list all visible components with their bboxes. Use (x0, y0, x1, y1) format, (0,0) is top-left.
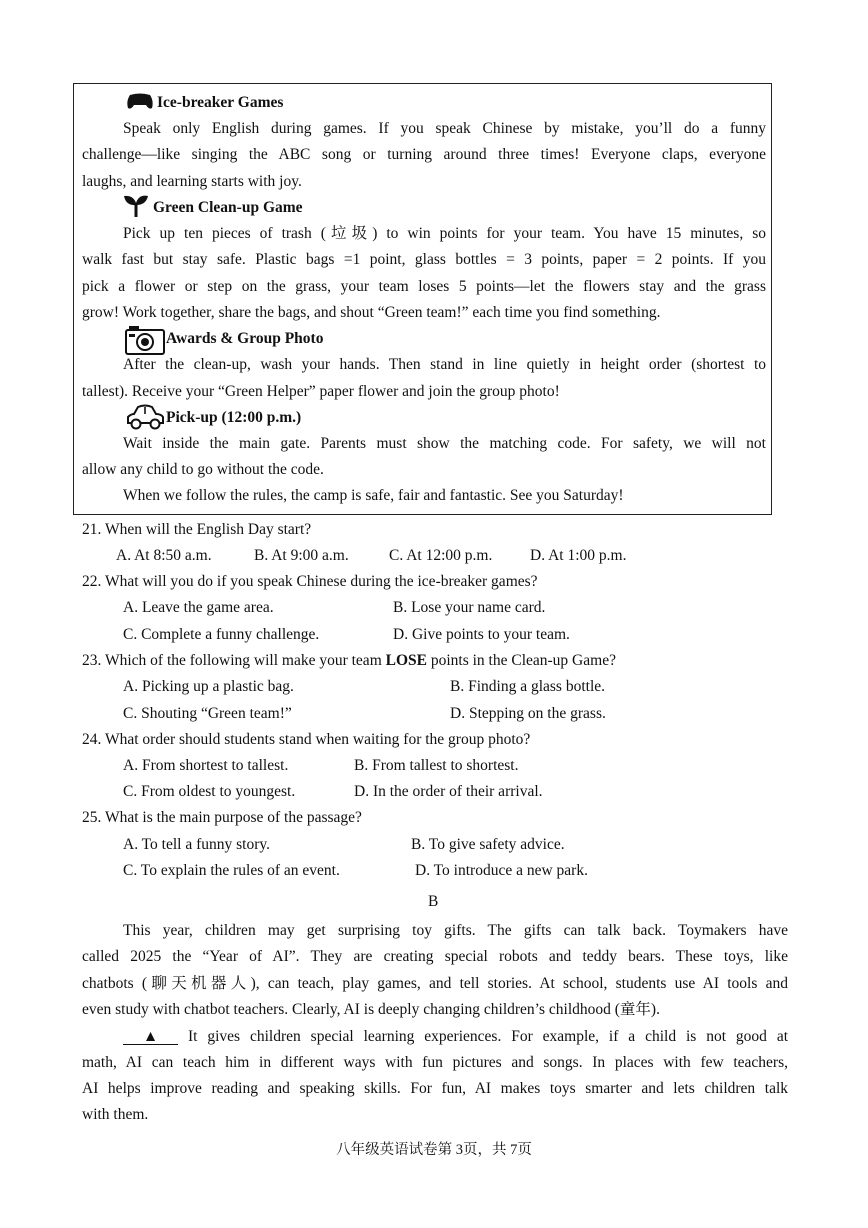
part-b-para1-line-3: chatbots (聊天机器人), can teach, play games, and tell stories. At school, students use AI tools and (82, 975, 788, 992)
awards-line-2: tallest). Receive your “Green Helper” paper flower and join the group photo! (82, 383, 560, 400)
part-b-para2-line-3: AI helps improve reading and speaking skills. For fun, AI makes toys smarter and lets children talk (82, 1080, 788, 1097)
part-b-para2-line-4: with them. (82, 1106, 149, 1123)
q25-option-c: C. To explain the rules of an event. (123, 862, 340, 879)
q23-stem-pre: 23. Which of the following will make your team (82, 652, 386, 669)
pickup-line-2: allow any child to go without the code. (82, 461, 324, 478)
part-b-para1-line-2: called 2025 the “Year of AI”. They are creating special robots and teddy bears. These toys, like (82, 948, 788, 965)
q25-option-a: A. To tell a funny story. (123, 836, 271, 853)
part-b-para2-line-2: math, AI can teach him in different ways with fun pictures and songs. In places with few teachers, (82, 1054, 788, 1071)
cleanup-line-2: walk fast but stay safe. Plastic bags =1 point, glass bottles = 3 points, paper = 2 points. If you (82, 251, 766, 268)
q23-stem (82, 651, 616, 671)
q24-option-a: A. From shortest to tallest. (123, 757, 289, 774)
cleanup-line-3: pick a flower or step on the grass, your team loses 5 points—let the flowers stay and the grass (82, 278, 766, 295)
part-b-para1-line-1: This year, children may get surprising toy gifts. The gifts can talk back. Toymakers have (123, 922, 788, 939)
q22-option-a: A. Leave the game area. (123, 599, 274, 616)
q22-option-d: D. Give points to your team. (393, 626, 570, 643)
cleanup-line-4: grow! Work together, share the bags, and shout “Green team!” each time you find something. (82, 304, 661, 321)
q23-option-a: A. Picking up a plastic bag. (123, 678, 294, 695)
camera-icon (125, 325, 165, 355)
q23-option-d: D. Stepping on the grass. (450, 705, 606, 722)
q25-option-b: B. To give safety advice. (411, 836, 565, 853)
part-b-para1-line-4: even study with chatbot teachers. Clearly, AI is deeply changing children’s childhood (童年). (82, 1001, 660, 1018)
q25-stem: 25. What is the main purpose of the passage? (82, 809, 362, 826)
q22-option-b: B. Lose your name card. (393, 599, 546, 616)
q21-option-a: A. At 8:50 a.m. (116, 547, 212, 564)
part-b-para2-line-1: It gives children special learning experiences. For example, if a child is not good at (188, 1028, 788, 1045)
blank-triangle: ▲ (123, 1030, 178, 1045)
q23-stem-post: points in the Clean-up Game? (426, 652, 616, 669)
pickup-line-1: Wait inside the main gate. Parents must show the matching code. For safety, we will not (123, 435, 766, 452)
q24-stem: 24. What order should students stand when waiting for the group photo? (82, 731, 531, 748)
q21-option-b: B. At 9:00 a.m. (254, 547, 349, 564)
q24-option-c: C. From oldest to youngest. (123, 783, 296, 800)
q23-option-b: B. Finding a glass bottle. (450, 678, 605, 695)
q23-option-c: C. Shouting “Green team!” (123, 705, 292, 722)
awards-heading: Awards & Group Photo (166, 330, 324, 347)
q24-option-b: B. From tallest to shortest. (354, 757, 519, 774)
icebreaker-heading: Ice-breaker Games (157, 94, 284, 111)
icebreaker-line-1: Speak only English during games. If you speak Chinese by mistake, you’ll do a funny (123, 120, 766, 137)
icebreaker-line-2: challenge—like singing the ABC song or turning around three times! Everyone claps, everyone (82, 146, 766, 163)
icebreaker-line-3: laughs, and learning starts with joy. (82, 173, 302, 190)
q25-option-d: D. To introduce a new park. (415, 862, 588, 879)
cleanup-line-1: Pick up ten pieces of trash (垃圾) to win points for your team. You have 15 minutes, so (123, 225, 766, 242)
q23-stem-bold: LOSE (385, 652, 427, 669)
q21-option-c: C. At 12:00 p.m. (389, 547, 493, 564)
q24-option-d: D. In the order of their arrival. (354, 783, 543, 800)
page-footer: 八年级英语试卷第 3页，共 7页 (336, 1142, 532, 1158)
gamepad-icon (126, 92, 154, 110)
cleanup-heading: Green Clean-up Game (153, 199, 303, 216)
q21-stem: 21. When will the English Day start? (82, 521, 312, 538)
sprout-icon (123, 194, 149, 218)
pickup-heading: Pick-up (12:00 p.m.) (166, 409, 302, 426)
q22-option-c: C. Complete a funny challenge. (123, 626, 320, 643)
answer-blank[interactable] (123, 1027, 178, 1047)
q21-option-d: D. At 1:00 p.m. (530, 547, 627, 564)
closing-line: When we follow the rules, the camp is safe, fair and fantastic. See you Saturday! (123, 487, 624, 504)
q22-stem: 22. What will you do if you speak Chinese during the ice-breaker games? (82, 573, 538, 590)
awards-line-1: After the clean-up, wash your hands. Then stand in line quietly in height order (shortest to (123, 356, 766, 373)
part-b-label: B (428, 893, 439, 910)
car-icon (125, 403, 165, 431)
